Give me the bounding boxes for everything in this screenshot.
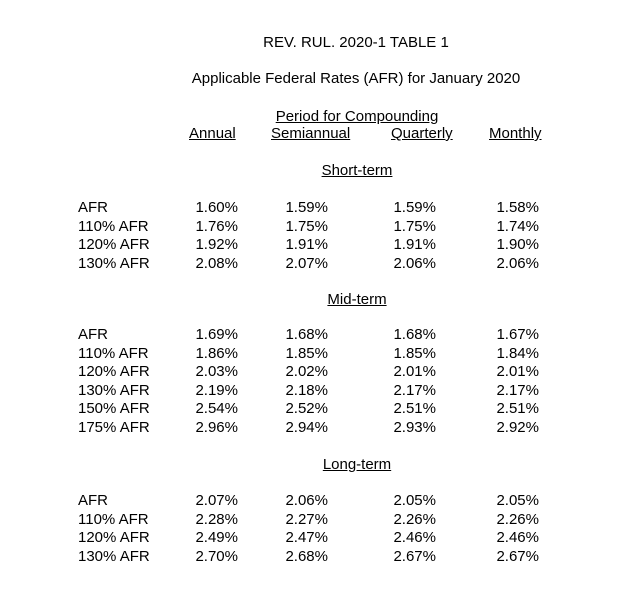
rate-cell-monthly: 2.17% [496, 381, 539, 399]
rate-cell-annual: 1.76% [195, 217, 238, 235]
rate-cell-annual: 1.86% [195, 344, 238, 362]
rate-cell-quarterly: 2.05% [393, 492, 436, 509]
rate-cell-monthly: 2.46% [496, 529, 539, 547]
section-title: Short-term [321, 162, 393, 179]
rate-cell-annual: 1.92% [195, 236, 238, 254]
rate-cell-semiannual: 1.68% [285, 326, 328, 343]
row-label: AFR [78, 492, 108, 509]
document-title: REV. RUL. 2020-1 TABLE 1 [263, 34, 449, 51]
row-label: 175% AFR [78, 418, 150, 436]
rate-cell-annual: 2.28% [195, 510, 238, 528]
rate-cell-monthly: 2.51% [496, 400, 539, 417]
rate-cell-annual: 2.70% [195, 548, 238, 566]
rate-cell-quarterly: 2.67% [393, 548, 436, 566]
rate-cell-annual: 2.54% [195, 400, 238, 417]
rate-cell-semiannual: 1.91% [285, 236, 328, 254]
document-subtitle: Applicable Federal Rates (AFR) for January 2020 [191, 70, 521, 87]
rate-cell-monthly: 1.84% [496, 344, 539, 362]
rate-cell-annual: 2.19% [195, 381, 238, 399]
col-header-monthly: Monthly [489, 125, 542, 142]
rate-cell-semiannual: 1.85% [285, 344, 328, 362]
rate-cell-semiannual: 2.27% [285, 510, 328, 528]
row-label: 110% AFR [78, 510, 149, 528]
rate-cell-semiannual: 2.07% [285, 255, 328, 273]
rate-cell-quarterly: 2.51% [393, 400, 436, 417]
rate-cell-annual: 2.07% [195, 492, 238, 509]
col-header-quarterly: Quarterly [391, 125, 453, 142]
row-label: AFR [78, 326, 108, 343]
rate-cell-semiannual: 2.52% [285, 400, 328, 417]
row-label: 130% AFR [78, 255, 150, 273]
rate-cell-quarterly: 2.01% [393, 363, 436, 380]
rate-cell-semiannual: 2.06% [285, 492, 328, 509]
rate-cell-annual: 1.60% [195, 199, 238, 216]
rate-cell-semiannual: 2.02% [285, 363, 328, 380]
rate-cell-quarterly: 1.91% [393, 236, 436, 254]
rate-cell-quarterly: 1.68% [393, 326, 436, 343]
rate-cell-monthly: 2.26% [496, 510, 539, 528]
row-label: AFR [78, 199, 108, 216]
col-header-annual: Annual [189, 125, 236, 142]
rate-cell-semiannual: 1.75% [285, 217, 328, 235]
row-label: 120% AFR [78, 363, 150, 380]
rate-cell-semiannual: 2.68% [285, 548, 328, 566]
rate-cell-monthly: 2.92% [496, 418, 539, 436]
rate-cell-quarterly: 2.17% [393, 381, 436, 399]
rate-cell-monthly: 1.58% [496, 199, 539, 216]
section-title: Long-term [322, 456, 392, 473]
rate-cell-quarterly: 1.75% [393, 217, 436, 235]
rate-cell-annual: 2.49% [195, 529, 238, 547]
rate-cell-monthly: 2.01% [496, 363, 539, 380]
row-label: 110% AFR [78, 344, 149, 362]
row-label: 120% AFR [78, 236, 150, 254]
rate-cell-quarterly: 2.93% [393, 418, 436, 436]
row-label: 150% AFR [78, 400, 150, 417]
period-header: Period for Compounding [275, 108, 439, 125]
row-label: 120% AFR [78, 529, 150, 547]
rate-cell-quarterly: 1.85% [393, 344, 436, 362]
rate-cell-semiannual: 1.59% [285, 199, 328, 216]
row-label: 130% AFR [78, 548, 150, 566]
rate-cell-annual: 2.03% [195, 363, 238, 380]
rate-cell-annual: 1.69% [195, 326, 238, 343]
rate-cell-monthly: 2.05% [496, 492, 539, 509]
row-label: 130% AFR [78, 381, 150, 399]
rate-cell-monthly: 1.90% [496, 236, 539, 254]
rate-cell-annual: 2.96% [195, 418, 238, 436]
rate-cell-semiannual: 2.94% [285, 418, 328, 436]
rate-cell-monthly: 2.67% [496, 548, 539, 566]
rate-cell-quarterly: 1.59% [393, 199, 436, 216]
rate-cell-semiannual: 2.47% [285, 529, 328, 547]
row-label: 110% AFR [78, 217, 149, 235]
rate-cell-monthly: 2.06% [496, 255, 539, 273]
rate-cell-quarterly: 2.06% [393, 255, 436, 273]
rate-cell-quarterly: 2.26% [393, 510, 436, 528]
rate-cell-annual: 2.08% [195, 255, 238, 273]
rate-cell-quarterly: 2.46% [393, 529, 436, 547]
section-title: Mid-term [327, 291, 387, 308]
rate-cell-monthly: 1.74% [496, 217, 539, 235]
rate-cell-monthly: 1.67% [496, 326, 539, 343]
col-header-semiannual: Semiannual [271, 125, 351, 142]
rate-cell-semiannual: 2.18% [285, 381, 328, 399]
